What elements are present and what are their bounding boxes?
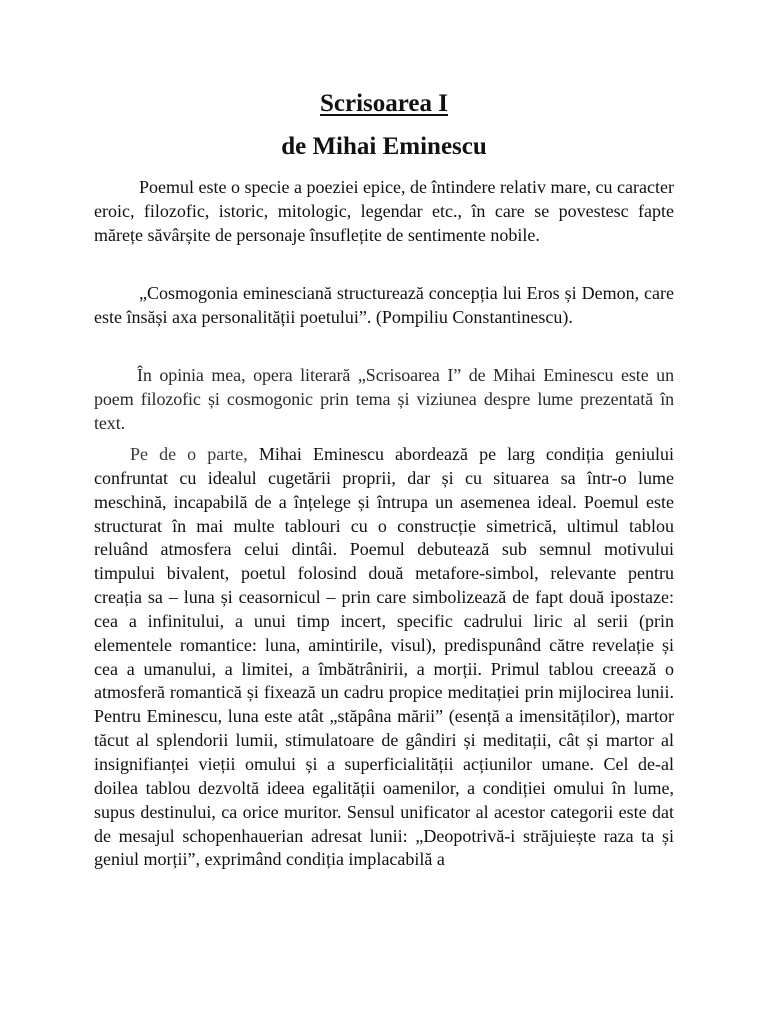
document-author: de Mihai Eminescu (281, 133, 487, 160)
paragraph-definition: Poemul este o specie a poeziei epice, de întindere relativ mare, cu caracter eroic, filozofic, istoric, mitologic, legendar etc., în care se povestesc fapte mărețe săvârșite de personaje însuflețite de sentimente nobile. (94, 177, 674, 245)
paragraph-analysis (94, 443, 674, 872)
paragraph-analysis-lead: Pe de o parte, (130, 444, 248, 464)
paragraph-analysis-body: Mihai Eminescu abordează pe larg condiția geniului confruntat cu idealul cugetării proprii, dar și cu situarea sa într-o lume meschină, incapabilă de a înțelege și întrupa un asemenea ideal. Poemul este structurat în mai multe tablouri cu o construcție simetrică, ultimul tablou reluând atmosfera celui dintâi. Poemul debutează sub semnul motivului timpului bivalent, poetul folosind două metafore-simbol, relevante pentru creația sa – luna și ceasornicul – prin care simbolizează de fapt două ipostaze: cea a infinitului, a unui timp incert, specific cadrului liric al serii (prin elementele romantice: luna, amintirile, visul), predispunând către revelație și cea a umanului, a limitei, a îmbătrânirii, a morții. Primul tablou creează o atmosferă romantică și fixează un cadru propice meditației prin mijlocirea lunii. Pentru Eminescu, luna este atât „stăpâna mării” (esență a imensităților), martor tăcut al splendorii lumii, stimulatoare de gândiri și meditații, cât și martor al insignifianței vieții omului și a superficialității acțiunilor umane. Cel de-al doilea tablou dezvoltă ideea egalității oamenilor, a condiției omului în lume, supus destinului, ca orice muritor. Sensul unificator al acestor categorii este dat de mesajul schopenhauerian adresat lunii: „Deopotrivă-i străjuiește raza ta și geniul morții”, exprimând condiția implacabilă a (94, 444, 674, 870)
paragraph-quote: „Cosmogonia eminesciană structurează concepția lui Eros și Demon, care este însăși axa personalității poetului”. (Pompiliu Constantinescu). (94, 283, 674, 327)
paragraph-opinion: În opinia mea, opera literară „Scrisoarea I” de Mihai Eminescu este un poem filozofic și cosmogonic prin tema și viziunea despre lume prezentată în text. (94, 365, 674, 433)
document-title: Scrisoarea I (320, 90, 448, 117)
